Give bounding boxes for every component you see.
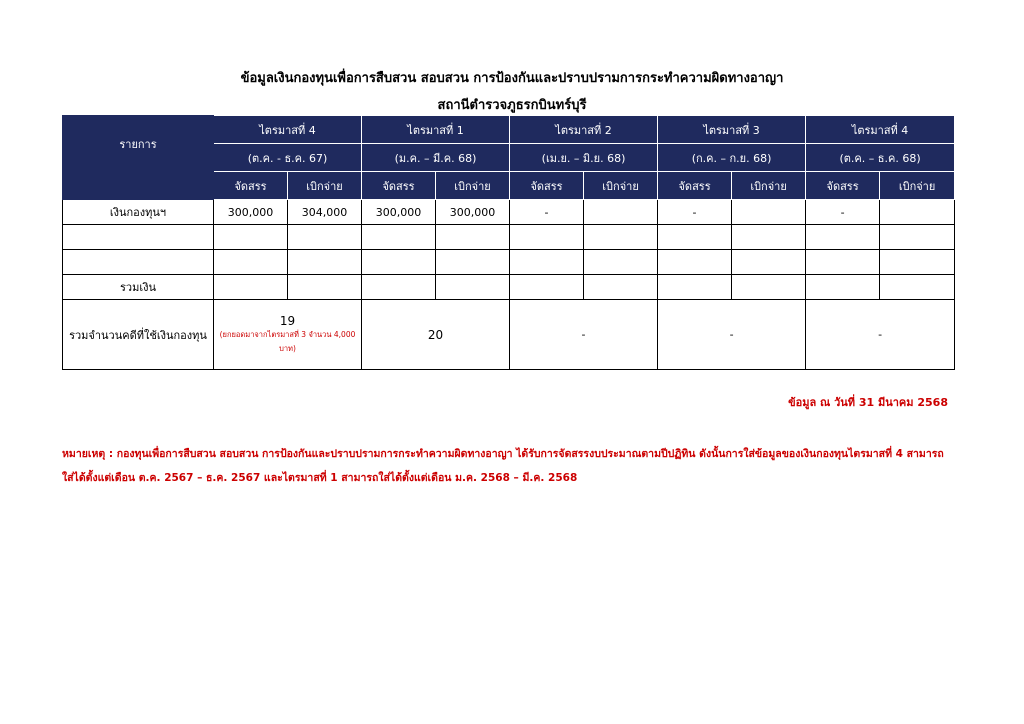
case-count-value: 20 [427,327,444,342]
table-cell [214,275,288,300]
quarter-header: ไตรมาสที่ 3 [658,116,806,144]
table-row [63,200,955,225]
disbursed-header: เบิกจ่าย [436,172,510,200]
as-of-date: ข้อมูล ณ วันที่ 31 มีนาคม 2568 [788,396,948,409]
table-cell [436,275,510,300]
remark-line: ใส่ได้ตั้งแต่เดือน ต.ค. 2567 – ธ.ค. 2567 และไตรมาสที่ 1 สามารถใส่ได้ตั้งแต่เดือน ม.ค. 2568 – มี.ค. 2568 [62,472,578,484]
table-cell [806,275,880,300]
table-cell [214,225,288,250]
table-cell [288,225,362,250]
fund-table [62,115,955,370]
allocated-header: จัดสรร [214,172,288,200]
case-count-label: รวมจำนวนคดีที่ใช้เงินกองทุน [63,300,214,370]
table-cell [584,225,658,250]
item-column-header: รายการ [63,116,214,172]
case-count-cell: - [806,300,955,370]
table-cell [880,275,955,300]
table-cell: 300,000 [436,200,510,225]
table-cell [584,200,658,225]
table-cell [806,225,880,250]
table-cell [362,225,436,250]
table-cell [732,225,806,250]
quarter-header: ไตรมาสที่ 1 [362,116,510,144]
table-cell [880,250,955,275]
table-row [63,250,955,275]
table-cell [436,225,510,250]
row-label: เงินกองทุนฯ [63,200,214,225]
table-cell: - [658,200,732,225]
table-cell [880,200,955,225]
quarter-header: ไตรมาสที่ 2 [510,116,658,144]
table-cell: 300,000 [362,200,436,225]
table-cell [806,250,880,275]
table-cell: 304,000 [288,200,362,225]
table-cell [658,275,732,300]
quarter-header: ไตรมาสที่ 4 [806,116,955,144]
table-cell [510,225,584,250]
quarter-period: (ม.ค. – มี.ค. 68) [362,144,510,172]
disbursed-header: เบิกจ่าย [880,172,955,200]
row-label [63,250,214,275]
case-count-cell: - [510,300,658,370]
quarter-period: (ต.ค. - ธ.ค. 67) [214,144,362,172]
table-cell [658,250,732,275]
table-cell [880,225,955,250]
table-cell [584,275,658,300]
table-row [63,225,955,250]
allocated-header: จัดสรร [362,172,436,200]
table-cell [288,250,362,275]
table-cell [732,200,806,225]
document-title: ข้อมูลเงินกองทุนเพื่อการสืบสวน สอบสวน การป้องกันและปราบปรามการกระทำความผิดทางอาญา [240,71,784,86]
disbursed-header: เบิกจ่าย [288,172,362,200]
table-cell [732,250,806,275]
allocated-header: จัดสรร [510,172,584,200]
table-cell: 300,000 [214,200,288,225]
remark-line: หมายเหตุ : กองทุนเพื่อการสืบสวน สอบสวน การป้องกันและปราบปรามการกระทำความผิดทางอาญา ได้รับการจัดสรรงบประมาณตามปีปฏิทิน ดังนั้นการใส่ข้อมูลของเงินกองทุนไตรมาสที่ 4 สามารถ [62,448,944,460]
disbursed-header: เบิกจ่าย [584,172,658,200]
case-count-value: 19 [279,313,296,328]
quarter-period: (ก.ค. – ก.ย. 68) [658,144,806,172]
case-count-row [63,300,955,370]
case-count-cell [214,300,362,370]
case-count-cell: - [658,300,806,370]
table-cell [362,250,436,275]
quarter-period: (ต.ค. – ธ.ค. 68) [806,144,955,172]
table-cell [510,250,584,275]
disbursed-header: เบิกจ่าย [732,172,806,200]
allocated-header: จัดสรร [806,172,880,200]
row-label [63,225,214,250]
quarter-header: ไตรมาสที่ 4 [214,116,362,144]
table-cell [288,275,362,300]
case-count-cell [362,300,510,370]
table-cell: - [510,200,584,225]
allocated-header: จัดสรร [658,172,732,200]
total-label: รวมเงิน [63,275,214,300]
table-cell [436,250,510,275]
station-name: สถานีตำรวจภูธรกบินทร์บุรี [437,98,587,113]
table-cell [584,250,658,275]
table-cell [732,275,806,300]
carry-over-note: (ยกยอดมาจากไตรมาสที่ 3 จำนวน 4,000 บาท) [219,329,356,353]
table-cell [658,225,732,250]
table-cell [214,250,288,275]
remark-note [62,442,962,490]
table-cell: - [806,200,880,225]
table-cell [510,275,584,300]
table-cell [362,275,436,300]
total-row [63,275,955,300]
quarter-period: (เม.ย. – มิ.ย. 68) [510,144,658,172]
item-header-spacer [63,172,214,200]
